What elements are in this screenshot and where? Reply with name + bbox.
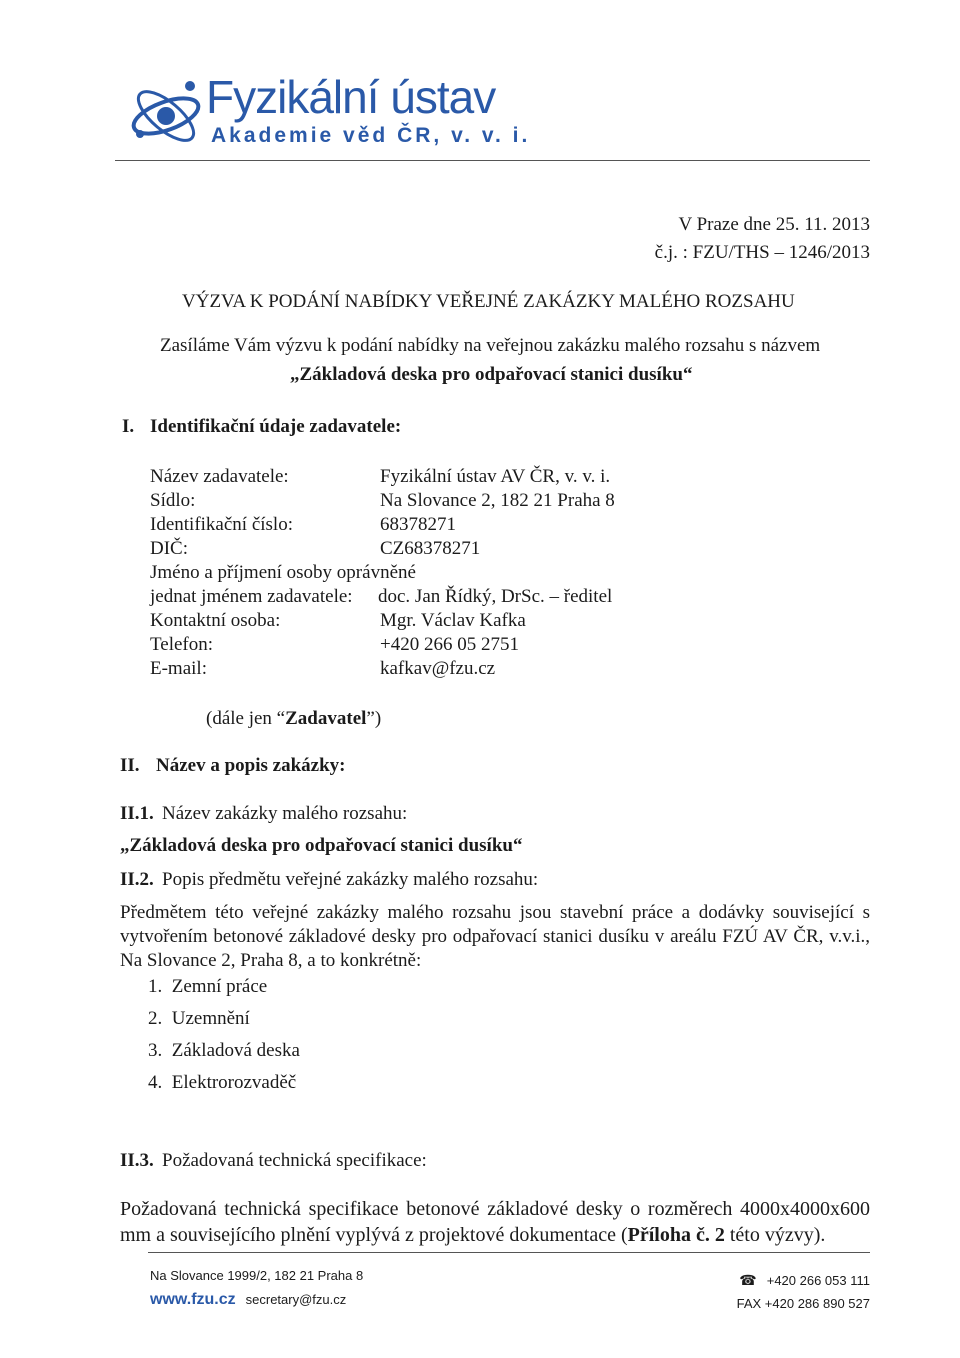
authorized-person-value: doc. Jan Řídký, DrSc. – ředitel [378,586,613,607]
list-item: 1. Zemní práce [148,976,268,997]
list-item: 4. Elektrorozvaděč [148,1072,297,1093]
authorized-person-label: Jméno a příjmení osoby oprávněné [150,562,416,583]
field-value: +420 266 05 2751 [380,634,519,655]
document-title: VÝZVA K PODÁNÍ NABÍDKY VEŘEJNÉ ZAKÁZKY MALÉHO ROZSAHU [182,291,795,312]
subject-description: Předmětem této veřejné zakázky malého rozsahu jsou stavební práce a dodávky související s vytvořením betonové základové desky pro odpařovací stanici dusíku v areálu FZÚ AV ČR, v.v.i., Na Slovance 2, Praha 8, a to konkrétně: [120,902,870,971]
footer-divider [148,1252,870,1253]
footer-address: Na Slovance 1999/2, 182 21 Praha 8 [150,1268,364,1283]
field-label: DIČ: [150,538,188,559]
field-label: E-mail: [150,658,207,679]
email-link[interactable]: kafkav@fzu.cz [380,658,496,679]
subsection-number: II.3. [120,1150,154,1171]
field-value: 68378271 [380,514,456,535]
field-value: Mgr. Václav Kafka [380,610,526,631]
list-item: 2. Uzemnění [148,1008,250,1029]
website-link[interactable]: www.fzu.cz [150,1291,236,1308]
alias-note [206,708,381,730]
institute-logo [126,72,546,152]
alias-prefix: (dále jen “ [206,708,286,729]
footer-email[interactable]: secretary@fzu.cz [245,1292,347,1307]
subsection-number: II.1. [120,803,154,824]
specification-text [120,1196,870,1248]
spec-text-start: Požadovaná technická specifikace betonové základové desky o rozměrech 4000x4000x600 mm a souvisejícího plnění vyplývá z projektové dokumentace ( [120,1198,870,1246]
field-label: Telefon: [150,634,214,655]
alias-name: Zadavatel [285,708,367,729]
list-item: 3. Základová deska [148,1040,300,1061]
document-reference: č.j. : FZU/THS – 1246/2013 [654,242,870,263]
section-number: I. [122,416,135,437]
atom-logo-icon [126,72,206,152]
section-heading: Název a popis zakázky: [156,755,346,776]
subsection-title: Popis předmětu veřejné zakázky malého rozsahu: [162,869,539,890]
header-divider [115,160,870,161]
field-label: Identifikační číslo: [150,514,293,535]
footer-phone: +420 266 053 111 [766,1273,870,1288]
footer-phone-line [739,1272,870,1289]
field-label: Kontaktní osoba: [150,610,281,631]
field-label: Název zadavatele: [150,466,289,487]
contract-name: „Základová deska pro odpařovací stanici dusíku“ [120,835,523,856]
section-heading: Identifikační údaje zadavatele: [150,416,402,437]
field-label: Sídlo: [150,490,196,511]
attachment-reference: Příloha č. 2 [627,1224,725,1246]
logo-subtitle: Akademie věd ČR, v. v. i. [211,124,531,147]
subsection-title: Název zakázky malého rozsahu: [162,803,408,824]
subsection-number: II.2. [120,869,154,890]
alias-suffix: ”) [366,708,382,729]
footer-contact-line [150,1291,346,1309]
field-value: CZ68378271 [380,538,481,559]
subsection-title: Požadovaná technická specifikace: [162,1150,427,1171]
field-value: Fyzikální ústav AV ČR, v. v. i. [380,466,611,487]
intro-line: Zasíláme Vám výzvu k podání nabídky na veřejnou zakázku malého rozsahu s názvem [160,335,821,356]
logo-title: Fyzikální ústav [206,71,496,123]
section-number: II. [120,755,140,776]
phone-icon: ☎ [739,1272,757,1288]
document-date: V Praze dne 25. 11. 2013 [678,214,870,235]
field-value: Na Slovance 2, 182 21 Praha 8 [380,490,615,511]
footer-fax: FAX +420 286 890 527 [736,1296,870,1311]
spec-text-end: této výzvy). [724,1224,826,1246]
authorized-person-label: jednat jménem zadavatele: [150,586,353,607]
contract-name: „Základová deska pro odpařovací stanici dusíku“ [290,364,693,385]
